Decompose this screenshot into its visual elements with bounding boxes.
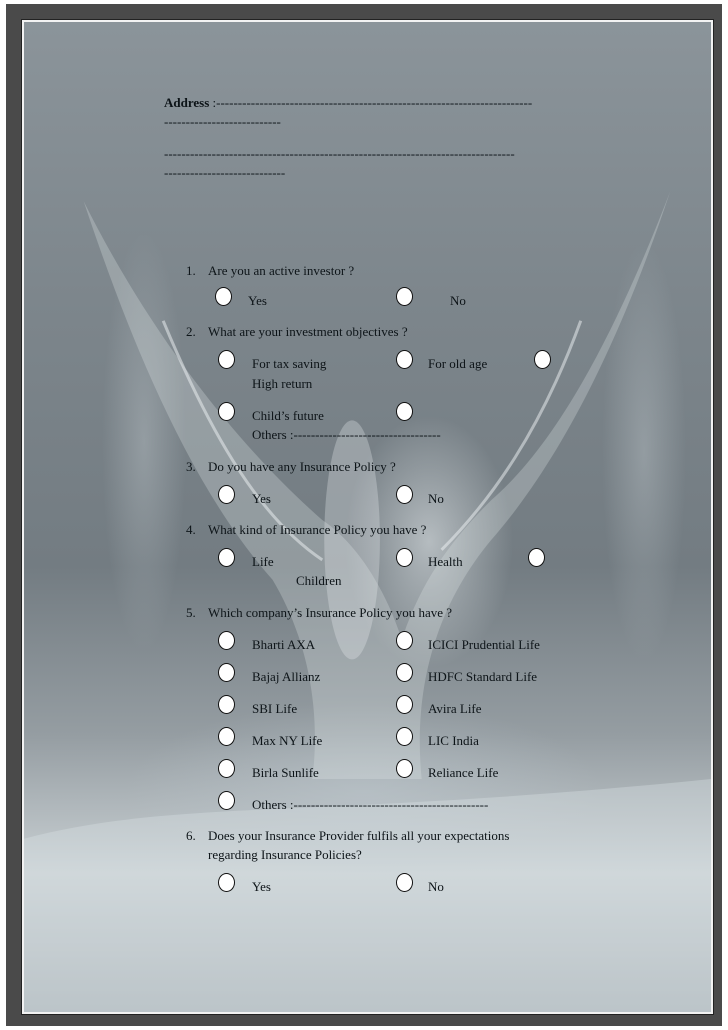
option-label: HDFC Standard Life <box>428 669 538 684</box>
question-text: What kind of Insurance Policy you have ? <box>208 522 427 537</box>
option-label: No <box>450 293 466 308</box>
address-fill-1[interactable]: :------------------------------------------------------------------------- <box>209 95 533 110</box>
questionnaire <box>24 22 711 1012</box>
option-label: Yes <box>248 293 267 308</box>
radio-yes[interactable] <box>218 485 235 504</box>
question-text: Do you have any Insurance Policy ? <box>208 459 396 474</box>
option-label: Bharti AXA <box>252 637 316 652</box>
page-background <box>22 20 713 1014</box>
radio-child-future[interactable] <box>218 402 235 421</box>
question-text: Which company’s Insurance Policy you have ? <box>208 605 453 620</box>
radio-others[interactable] <box>396 402 413 421</box>
option-label[interactable]: Others :--------------------------------------------- <box>252 797 489 812</box>
question-number: 5. <box>186 605 196 620</box>
option-label: Bajaj Allianz <box>252 669 321 684</box>
question-number: 3. <box>186 459 196 474</box>
address-fill-2b[interactable]: ---------------------------- <box>164 165 286 180</box>
option-label: Children <box>296 573 342 588</box>
question-number: 6. <box>186 828 196 843</box>
option-label: No <box>428 879 444 894</box>
radio-birla-sunlife[interactable] <box>218 759 235 778</box>
option-label: Health <box>428 554 463 569</box>
option-label: For tax saving <box>252 356 327 371</box>
address-fill-1b[interactable]: --------------------------- <box>164 114 281 129</box>
radio-tax-saving[interactable] <box>218 350 235 369</box>
option-label: For old age <box>428 356 488 371</box>
radio-hdfc-standard[interactable] <box>396 663 413 682</box>
radio-yes[interactable] <box>218 873 235 892</box>
question-text: Does your Insurance Provider fulfils all your expectations <box>208 828 510 843</box>
address-label: Address <box>164 95 210 110</box>
option-label: Life <box>252 554 274 569</box>
radio-others[interactable] <box>218 791 235 810</box>
option-label: ICICI Prudential Life <box>428 637 540 652</box>
radio-high-return[interactable] <box>534 350 551 369</box>
question-number: 2. <box>186 324 196 339</box>
option-label: SBI Life <box>252 701 298 716</box>
question-number: 1. <box>186 263 196 278</box>
radio-old-age[interactable] <box>396 350 413 369</box>
option-label: LIC India <box>428 733 479 748</box>
option-label: Yes <box>252 491 271 506</box>
radio-no[interactable] <box>396 287 413 306</box>
question-text: Are you an active investor ? <box>208 263 355 278</box>
option-label: No <box>428 491 444 506</box>
option-label: High return <box>252 376 313 391</box>
radio-yes[interactable] <box>215 287 232 306</box>
address-fill-2[interactable]: --------------------------------------------------------------------------------- <box>164 146 515 161</box>
radio-max-ny-life[interactable] <box>218 727 235 746</box>
radio-reliance-life[interactable] <box>396 759 413 778</box>
question-text: What are your investment objectives ? <box>208 324 408 339</box>
radio-sbi-life[interactable] <box>218 695 235 714</box>
radio-no[interactable] <box>396 873 413 892</box>
radio-bajaj-allianz[interactable] <box>218 663 235 682</box>
option-label: Avira Life <box>428 701 482 716</box>
radio-bharti-axa[interactable] <box>218 631 235 650</box>
option-label: Birla Sunlife <box>252 765 319 780</box>
option-label: Reliance Life <box>428 765 499 780</box>
radio-life[interactable] <box>218 548 235 567</box>
address-line-1 <box>164 95 532 111</box>
option-label[interactable]: Others :---------------------------------- <box>252 427 441 442</box>
radio-children[interactable] <box>528 548 545 567</box>
radio-avira-life[interactable] <box>396 695 413 714</box>
radio-icici-prudential[interactable] <box>396 631 413 650</box>
page-border <box>6 4 722 1026</box>
option-label: Yes <box>252 879 271 894</box>
radio-no[interactable] <box>396 485 413 504</box>
question-text-continued: regarding Insurance Policies? <box>208 847 362 862</box>
radio-health[interactable] <box>396 548 413 567</box>
option-label: Max NY Life <box>252 733 323 748</box>
option-label: Child’s future <box>252 408 324 423</box>
question-number: 4. <box>186 522 196 537</box>
radio-lic-india[interactable] <box>396 727 413 746</box>
